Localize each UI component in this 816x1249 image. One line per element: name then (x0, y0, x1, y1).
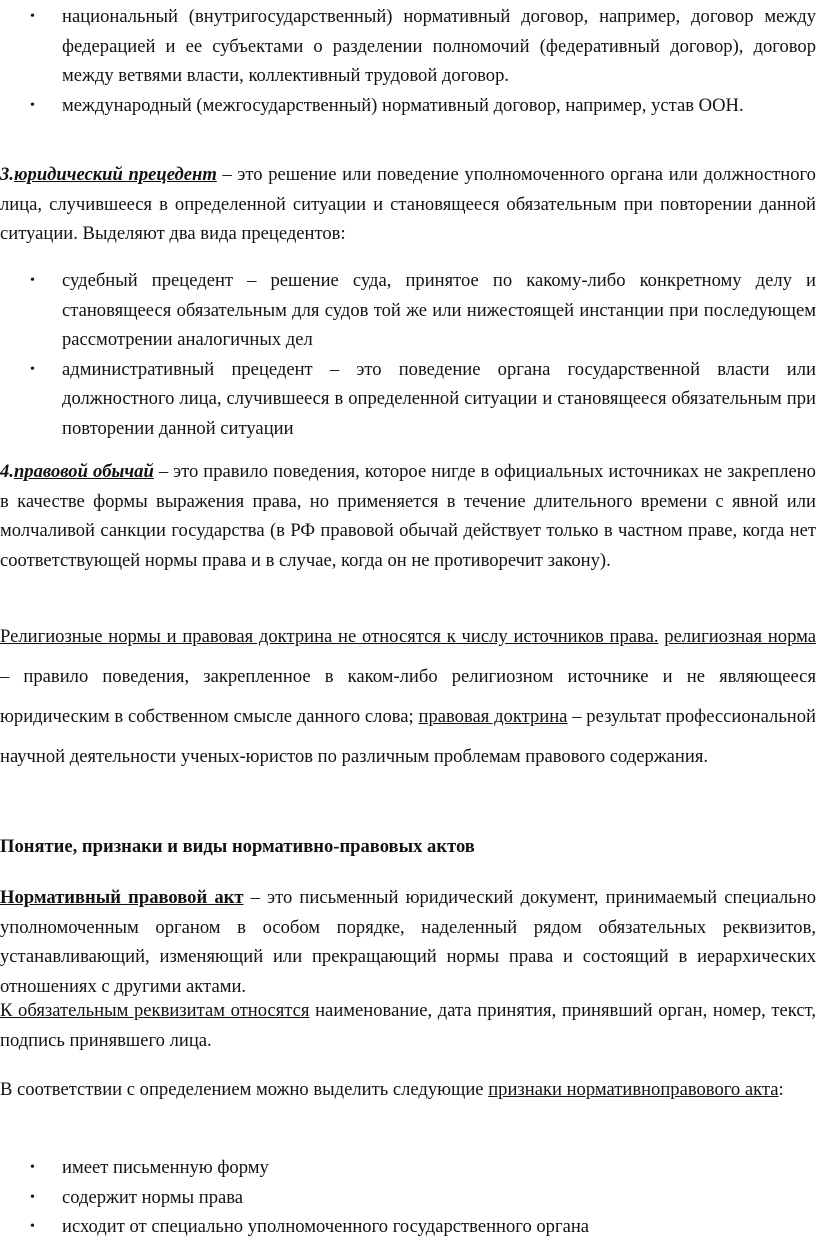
religion-sentence: Религиозные нормы и правовая доктрина не относятся к числу источников права. (0, 626, 659, 647)
section-heading: Понятие, признаки и виды нормативно-правовых актов (0, 836, 475, 857)
doctrine-term: правовая доктрина (418, 706, 568, 727)
bullet-list-features (0, 1153, 816, 1242)
religion-term: религиозная норма (664, 626, 816, 647)
bullet-icon: • (30, 1219, 35, 1234)
list-item (0, 2, 816, 91)
npa-definition: – это письменный юридический документ, принимаемый специально уполномоченным органом в особом порядке, наделенный рядом обязательных реквизитов, устанавливающий, изменяющий или прекращающий нормы права и состоящий в иерархических отношениях с другими актами. (0, 887, 816, 997)
custom-paragraph (0, 457, 816, 575)
npa-term: Нормативный правовой акт (0, 887, 244, 908)
bullet-list-treaties (0, 2, 816, 120)
bullet-icon: • (30, 273, 35, 288)
requisites-rest: наименование, дата принятия, принявший орган, номер, текст, подпись принявшего лица. (0, 1000, 816, 1051)
bullet-list-precedents (0, 266, 816, 443)
precedent-number: 3. (0, 164, 14, 185)
list-item (0, 91, 816, 121)
requisites-paragraph (0, 996, 816, 1055)
list-item-text: административный прецедент – это поведение органа государственной власти или должностного лица, случившееся в определенной ситуации и становящееся обязательным при повторении данной ситуации (62, 358, 816, 439)
list-item-text: судебный прецедент – решение суда, принятое по какому-либо конкретному делу и становящееся обязательным для судов той же или нижестоящей инстанции при последующем рассмотрении аналогичных дел (62, 270, 816, 350)
npa-paragraph (0, 883, 816, 1001)
doctrine-definition: – результат профессиональной научной деятельности ученых-юристов по различным проблемам правового содержания. (0, 706, 816, 767)
bullet-icon: • (30, 1160, 35, 1175)
list-item (0, 1153, 816, 1183)
features-colon: : (778, 1079, 784, 1100)
list-item-text: содержит нормы права (62, 1186, 244, 1208)
requisites-lead: К обязательным реквизитам относятся (0, 1000, 310, 1021)
list-item-text: национальный (внутригосударственный) нормативный договор, например, договор между федерацией и ее субъектами о разделении полномочий (федеративный договор), договор между ветвями власти, коллективный трудовой договор. (62, 6, 816, 86)
list-item-text: исходит от специально уполномоченного государственного органа (62, 1216, 590, 1237)
religion-paragraph (0, 617, 816, 777)
list-item (0, 266, 816, 355)
custom-number: 4. (0, 461, 14, 482)
custom-term: правовой обычай (13, 461, 154, 482)
precedent-paragraph (0, 160, 816, 249)
list-item (0, 1183, 816, 1213)
bullet-icon: • (30, 361, 35, 377)
bullet-icon: • (30, 1189, 35, 1205)
features-intro-paragraph (0, 1075, 816, 1105)
religion-definition: – правило поведения, закрепленное в каком-либо религиозном источнике и не являющееся юридическим в собственном смысле данного слова; (0, 666, 816, 727)
bullet-icon: • (30, 9, 35, 24)
custom-definition: – это правило поведения, которое нигде в официальных источниках не закреплено в качестве формы выражения права, но применяется в течение длительного времени с явной или молчаливой санкции государства (в РФ правовой обычай действует только в частном праве, когда нет соответствующей нормы права и в случае, когда он не противоречит закону). (0, 461, 816, 571)
list-item-text: имеет письменную форму (62, 1157, 269, 1178)
list-item (0, 1212, 816, 1242)
list-item-text: международный (межгосударственный) нормативный договор, например, устав ООН. (62, 94, 744, 116)
features-intro-text: В соответствии с определением можно выделить следующие (0, 1079, 489, 1100)
bullet-icon: • (30, 97, 35, 113)
list-item (0, 355, 816, 444)
precedent-term: юридический прецедент (13, 164, 217, 185)
precedent-definition: – это решение или поведение уполномоченного органа или должностного лица, случившееся в определенной ситуации и становящееся обязательным при повторении данной ситуации. Выделяют два вида прецедентов: (0, 164, 816, 244)
features-term: признаки нормативноправового акта (488, 1079, 779, 1100)
